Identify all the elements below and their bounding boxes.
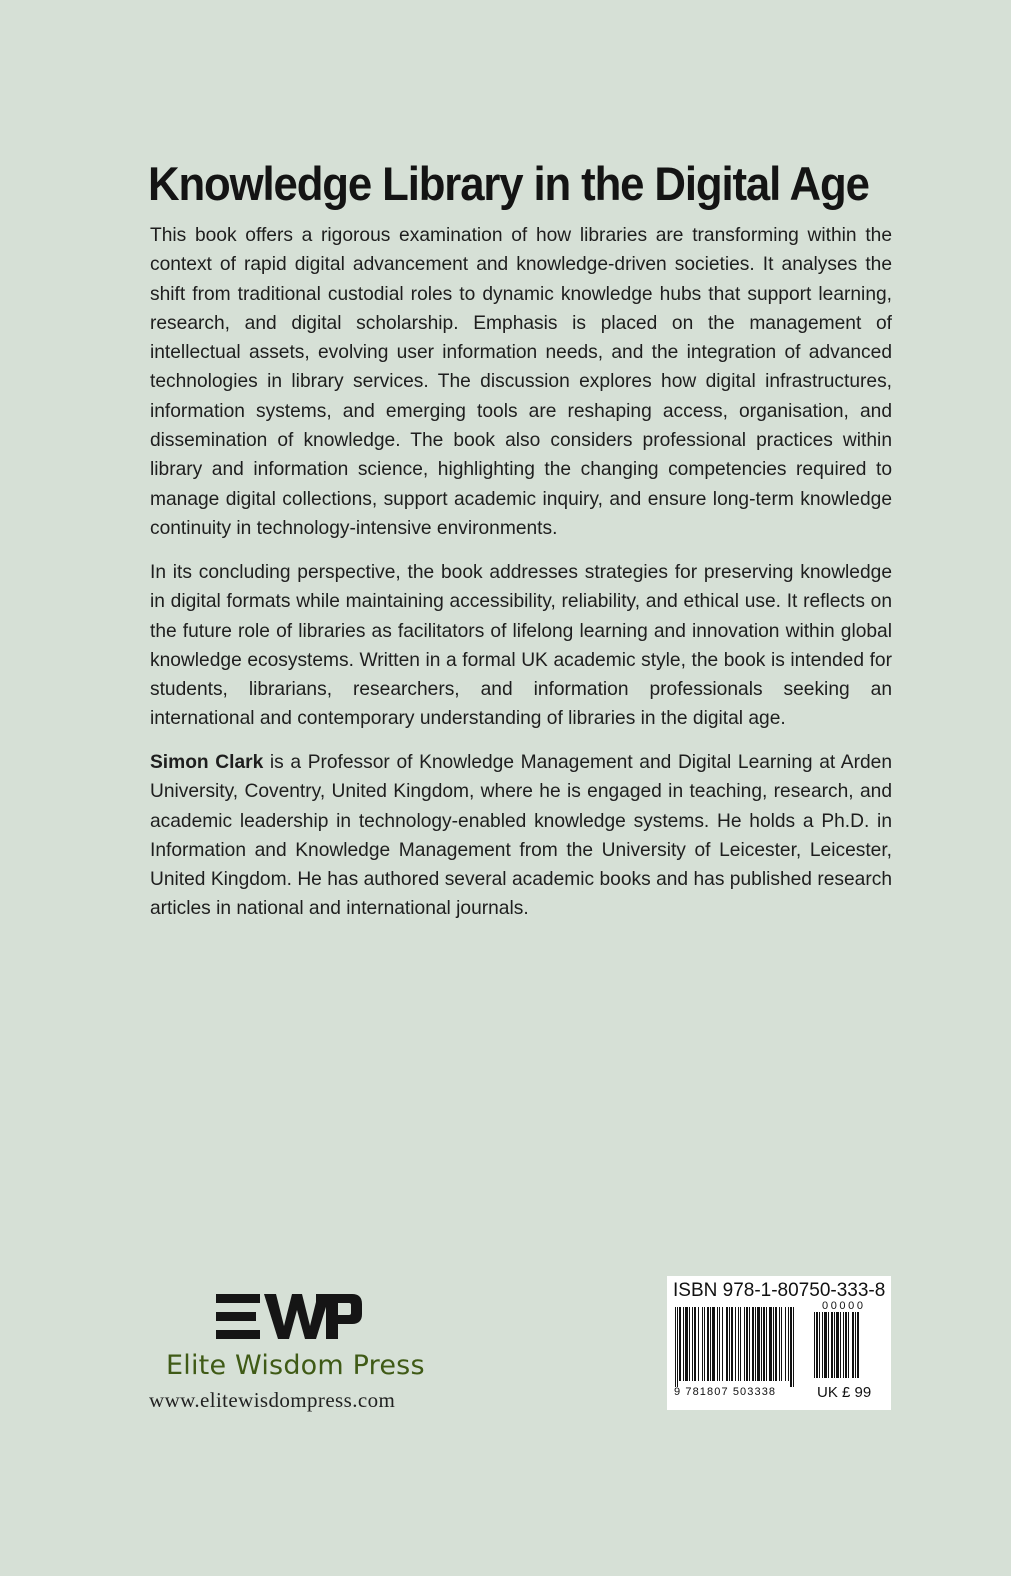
- price-label: UK £ 99: [817, 1384, 872, 1401]
- isbn-label: ISBN 978-1-80750-333-8: [673, 1280, 886, 1301]
- book-title: Knowledge Library in the Digital Age: [148, 157, 869, 210]
- ewp-logo-icon: [216, 1290, 364, 1342]
- barcode-addon-icon: [814, 1312, 876, 1378]
- addon-digits: 00000: [822, 1300, 866, 1312]
- author-name: Simon Clark: [150, 752, 264, 773]
- author-bio-text: is a Professor of Knowledge Management and Digital Learning at Arden University, Coventry, United Kingdom, where he is engaged in teaching, research, and academic leadership in technology-enabled knowledge systems. He holds a Ph.D. in Information and Knowledge Management from the University of Leicester, Leicester, United Kingdom. He has authored several academic books and has published research articles in national and international journals.: [150, 752, 892, 920]
- blurb-paragraph-1: This book offers a rigorous examination of how libraries are transforming within the context of rapid digital advancement and knowledge-driven societies. It analyses the shift from traditional custodial roles to dynamic knowledge hubs that support learning, research, and digital scholarship. Emphasis is placed on the management of intellectual assets, evolving user information needs, and the integration of advanced technologies in library services. The discussion explores how digital infrastructures, information systems, and emerging tools are reshaping access, organisation, and dissemination of knowledge. The book also considers professional practices within library and information science, highlighting the changing competencies required to manage digital collections, support academic inquiry, and ensure long-term knowledge continuity in technology-intensive environments.: [150, 225, 892, 539]
- author-bio: [150, 748, 892, 924]
- barcode-bars-icon: [675, 1307, 809, 1387]
- isbn-barcode: [667, 1276, 891, 1410]
- publisher-logo-block: [148, 1290, 438, 1412]
- blurb-paragraph-2: In its concluding perspective, the book addresses strategies for preserving knowledge in digital formats while maintaining accessibility, reliability, and ethical use. It reflects on the future role of libraries as facilitators of lifelong learning and innovation within global knowledge ecosystems. Written in a formal UK academic style, the book is intended for students, librarians, researchers, and information professionals seeking an international and contemporary understanding of libraries in the digital age.: [150, 562, 892, 730]
- ean-digits: 9 781807 503338: [674, 1386, 777, 1398]
- publisher-website: www.elitewisdompress.com: [149, 1388, 396, 1412]
- publisher-name: Elite Wisdom Press: [166, 1350, 425, 1381]
